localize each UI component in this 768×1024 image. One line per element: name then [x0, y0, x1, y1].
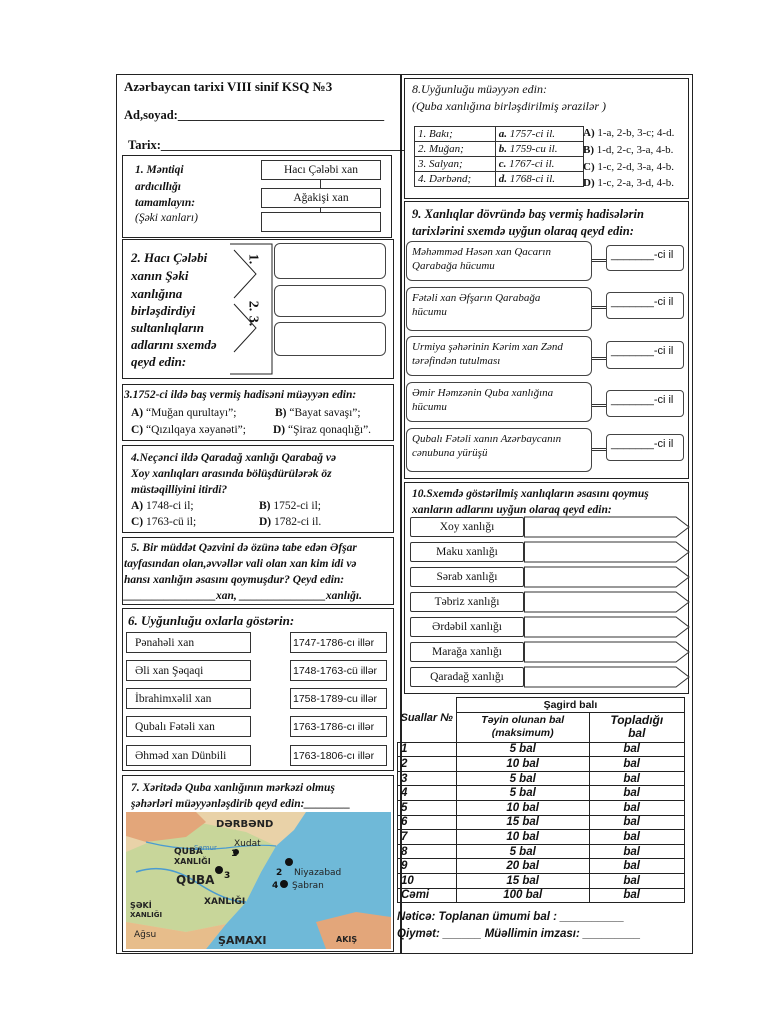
q5-line-2: tayfasından olan,əvvəllər vali olan xan kim idi və — [124, 558, 357, 570]
score-col-question: Suallar № — [398, 698, 457, 743]
q8-right-2 — [495, 142, 583, 157]
score-row-number: 9 — [398, 859, 457, 874]
score-row-max: 5 bal — [456, 771, 589, 786]
score-row-max: 15 bal — [456, 815, 589, 830]
q8-left-1: 1. Bakı; — [415, 127, 496, 142]
score-row-max: 5 bal — [456, 844, 589, 859]
q3-option-d-key: D) — [273, 424, 286, 436]
score-row-number: 8 — [398, 844, 457, 859]
score-row-number: Cəmi — [398, 888, 457, 903]
q9-connector-3 — [592, 357, 606, 360]
q3-option-b-text: “Bayat savaşı”; — [289, 407, 361, 419]
score-col-got-2: bal — [628, 726, 646, 741]
q6-name-1[interactable]: Pənahəli xan — [126, 632, 251, 653]
map-label-xanligi-1: XANLIĞI — [174, 857, 211, 866]
q8-right-4-text: 1768-ci il. — [509, 173, 555, 185]
q8-answer-b-text: 1-d, 2-c, 3-a, 4-b. — [596, 144, 674, 156]
score-row — [398, 786, 685, 801]
name-field[interactable]: Ad,soyad:_________________________________ — [124, 108, 385, 122]
score-col-got-1: Topladığı — [610, 713, 664, 728]
map-label-derbend: DƏRBƏND — [216, 819, 274, 830]
score-row — [398, 888, 685, 903]
score-row-got[interactable]: bal — [589, 859, 684, 874]
q6-name-2[interactable]: Əli xan Şəqaqi — [126, 660, 251, 681]
q9-event-2-line-1: Fətəli xan Əfşarın Qarabağa — [412, 292, 541, 304]
q2-line-3: xanlığına — [131, 286, 183, 301]
score-body — [398, 742, 685, 903]
score-row-number: 7 — [398, 830, 457, 845]
map-label-xanligi-2: XANLIĞI — [204, 897, 246, 907]
q2-line-6: adlarını sxemdə — [131, 337, 217, 352]
score-grade[interactable]: Qiymət: ______ Müəllimin imzası: _________ — [397, 928, 641, 940]
q6-year-4[interactable]: 1763-1786-cı illər — [290, 716, 387, 737]
score-row-max: 10 bal — [456, 830, 589, 845]
q1-line-2: ardıcıllığı — [135, 181, 181, 193]
q5-line-3: hansı xanlığın əsasını qoymuşdur? Qeyd edin: — [124, 574, 345, 586]
q9-event-4 — [406, 382, 592, 422]
q8-right-1 — [495, 127, 583, 142]
q10-answer-arrow-1[interactable] — [524, 516, 690, 538]
q9-event-4-line-2: hücumu — [412, 401, 447, 413]
score-row — [398, 830, 685, 845]
score-row-number: 5 — [398, 800, 457, 815]
q3-option-d-text: “Şiraz qonaqlığı”. — [288, 424, 372, 436]
q2-mark-1: 1. — [245, 253, 261, 265]
score-col-max-1: Təyin olunan bal — [481, 714, 565, 727]
map-number-3: 3 — [224, 871, 231, 881]
q10-line-2: xanların adlarını uyğun olaraq qeyd edin: — [412, 504, 612, 516]
q8-subtitle: (Quba xanlığına birləşdirilmiş ərazilər ) — [412, 99, 606, 113]
q8-match-table — [414, 126, 584, 187]
map-label-sabran: Şabran — [292, 881, 324, 891]
score-col-max — [456, 712, 589, 742]
q2-line-1: 2. Hacı Çələbi — [131, 250, 208, 265]
score-row-max: 15 bal — [456, 873, 589, 888]
score-row-number: 6 — [398, 815, 457, 830]
score-row — [398, 742, 685, 757]
score-col-got — [589, 712, 684, 742]
q3-title: 3.1752-ci ildə baş vermiş hadisəni müəyyən edin: — [124, 389, 357, 401]
q5-line-1: 5. Bir müddət Qəzvini də özünə tabe edən Əfşar — [131, 542, 357, 554]
q5-answer-line[interactable]: ________________xan, _______________xanlığı. — [124, 590, 363, 602]
q9-line-1: 9. Xanlıqlar dövründə baş vermiş hadisələrin — [412, 207, 644, 221]
q1-arrow-1 — [320, 180, 321, 188]
q8-answer-d-key: D) — [583, 177, 595, 189]
q8-right-3 — [495, 157, 583, 172]
q4-option-c[interactable] — [131, 515, 196, 529]
q4-option-a-key: A) — [131, 500, 144, 512]
score-row-max: 100 bal — [456, 888, 589, 903]
score-row-max: 10 bal — [456, 757, 589, 772]
score-row — [398, 844, 685, 859]
q4-option-a[interactable] — [131, 499, 194, 513]
q9-answer-5[interactable]: _______-ci il — [606, 434, 684, 461]
q2-answer-box-1[interactable] — [274, 243, 386, 279]
score-row-got[interactable]: bal — [589, 873, 684, 888]
score-row — [398, 873, 685, 888]
map-number-2: 2 — [276, 868, 283, 878]
score-row-got[interactable]: bal — [589, 742, 684, 757]
score-row-got[interactable]: bal — [589, 786, 684, 801]
q9-event-3 — [406, 336, 592, 376]
q10-khanate-5: Ərdəbil xanlığı — [410, 617, 524, 637]
q9-event-5-line-2: cənubuna yürüşü — [412, 447, 488, 459]
q2-line-2: xanın Şəki — [131, 268, 189, 283]
q4-option-b[interactable] — [259, 499, 321, 513]
date-field[interactable]: Tarix:_______________________________________ — [128, 138, 405, 152]
q8-right-3-key: c. — [498, 158, 507, 170]
q9-line-2: tarixlərini sxemdə uyğun olaraq qeyd edin: — [412, 224, 634, 238]
q3-option-a-key: A) — [131, 407, 144, 419]
q4-line-3: müstəqilliyini itirdi? — [131, 484, 228, 496]
q9-event-3-line-1: Urmiya şəhərinin Kərim xan Zənd — [412, 341, 563, 353]
q1-box-2: Ağakişi xan — [261, 188, 381, 208]
score-col-max-2: (maksimum) — [491, 727, 554, 740]
map-label-quba-2: QUBA — [176, 873, 215, 887]
score-row-got[interactable]: bal — [589, 830, 684, 845]
q4-line-1: 4.Neçənci ildə Qaradağ xanlığı Qarabağ və — [131, 452, 337, 464]
score-row — [398, 771, 685, 786]
q1-box-1: Hacı Çələbi xan — [261, 160, 381, 180]
map-label-niyazabad: Niyazabad — [294, 868, 342, 878]
q1-line-4: (Şəki xanları) — [135, 212, 198, 224]
q8-answer-a[interactable] — [583, 126, 674, 140]
q4-line-2: Xoy xanlıqları arasında bölüşdürülərək öz — [131, 468, 332, 480]
q9-answer-4[interactable]: _______-ci il — [606, 390, 684, 417]
score-row — [398, 859, 685, 874]
q3-option-b-key: B) — [275, 407, 287, 419]
map-label-seki-xanligi: XANLIĞI — [130, 911, 163, 919]
q2-answer-box-2[interactable] — [274, 285, 386, 317]
score-row-got[interactable]: bal — [589, 757, 684, 772]
map-label-akis: AKIŞ — [336, 935, 358, 944]
q8-answer-d[interactable] — [583, 176, 674, 190]
q3-option-c-text: “Qızılqaya xəyanəti”; — [146, 424, 246, 436]
score-row-got[interactable]: bal — [589, 815, 684, 830]
map-label-quba-1: QUBA — [174, 847, 203, 857]
q8-answer-b[interactable] — [583, 143, 673, 157]
q8-answer-a-text: 1-a, 2-b, 3-c; 4-d. — [597, 127, 675, 139]
q8-answer-c-key: C) — [583, 161, 595, 173]
q8-row-3 — [415, 157, 584, 172]
q8-right-4 — [495, 172, 583, 187]
q10-line-1: 10.Sxemdə göstərilmiş xanlıqların əsasını qoymuş — [412, 488, 649, 500]
q4-option-c-key: C) — [131, 516, 144, 528]
q8-left-3: 3. Salyan; — [415, 157, 496, 172]
map-label-agsu: Ağsu — [134, 930, 157, 940]
q8-answer-b-key: B) — [583, 144, 594, 156]
q2-line-7: qeyd edin: — [131, 354, 187, 369]
q2-line-4: birləşdirdiyi — [131, 303, 196, 318]
q4-option-b-key: B) — [259, 500, 271, 512]
score-row — [398, 800, 685, 815]
score-row-got[interactable]: bal — [589, 844, 684, 859]
q9-event-2 — [406, 287, 592, 331]
q9-event-1-line-2: Qarabağa hücumu — [412, 260, 495, 272]
map-number-1: 1 — [231, 849, 238, 859]
q9-answer-1[interactable]: _______-ci il — [606, 245, 684, 271]
q8-right-3-text: 1767-ci il. — [509, 158, 555, 170]
worksheet-title: Azərbaycan tarixi VIII sinif KSQ №3 — [124, 79, 333, 94]
score-table — [397, 697, 685, 903]
q4-option-b-text: 1752-ci il; — [273, 500, 321, 512]
q9-answer-2[interactable]: _______-ci il — [606, 292, 684, 319]
q10-answer-arrow-6[interactable] — [524, 641, 690, 663]
map-label-xudat: Xudat — [234, 839, 261, 849]
score-row-max: 20 bal — [456, 859, 589, 874]
q8-left-2: 2. Muğan; — [415, 142, 496, 157]
q9-event-5-line-1: Qubalı Fətəli xanın Azərbaycanın — [412, 433, 562, 445]
q9-connector-5 — [592, 448, 606, 451]
score-row-max: 5 bal — [456, 742, 589, 757]
q4-option-d-key: D) — [259, 516, 272, 528]
q3-option-c[interactable] — [131, 423, 246, 437]
score-row-got[interactable]: bal — [589, 800, 684, 815]
q10-khanate-1: Xoy xanlığı — [410, 517, 524, 537]
q9-connector-4 — [592, 404, 606, 407]
q9-event-5 — [406, 428, 592, 472]
q8-right-1-text: 1757-ci il. — [509, 128, 555, 140]
q10-answer-arrow-4[interactable] — [524, 591, 690, 613]
q7-line-1: 7. Xəritədə Quba xanlığının mərkəzi olmuş — [131, 782, 335, 794]
q3-option-d[interactable] — [273, 423, 371, 437]
q9-event-1-line-1: Məhəmməd Həsən xan Qacarın — [412, 246, 551, 258]
score-row-number: 3 — [398, 771, 457, 786]
q3-option-a-text: “Muğan qurultayı”; — [146, 407, 237, 419]
q6-name-3[interactable]: İbrahimxəlil xan — [126, 688, 251, 709]
q1-line-1: 1. Məntiqi — [135, 164, 184, 176]
q3-option-b[interactable] — [275, 406, 361, 420]
q6-title: 6. Uyğunluğu oxlarla göstərin: — [128, 613, 295, 628]
q3-option-c-key: C) — [131, 424, 144, 436]
q7-line-2[interactable]: şəhərləri müəyyənləşdirib qeyd edin:________ — [131, 798, 351, 810]
map-number-4: 4 — [272, 881, 279, 891]
q4-option-c-text: 1763-cü il; — [146, 516, 197, 528]
q10-khanate-4: Təbriz xanlığı — [410, 592, 524, 612]
q8-answer-d-text: 1-c, 2-a, 3-d, 4-b. — [597, 177, 675, 189]
q2-answer-box-3[interactable] — [274, 322, 386, 356]
q10-answer-arrow-3[interactable] — [524, 566, 690, 588]
map-label-samur: Samur — [194, 844, 217, 852]
q4-option-a-text: 1748-ci il; — [146, 500, 194, 512]
q8-row-4 — [415, 172, 584, 187]
score-title: Şagird balı — [456, 698, 684, 713]
q10-khanate-7: Qaradağ xanlığı — [410, 667, 524, 687]
q2-mark-3: 3. — [245, 315, 261, 327]
q10-answer-arrow-5[interactable] — [524, 616, 690, 638]
score-header-row — [398, 698, 685, 713]
q10-khanate-6: Marağa xanlığı — [410, 642, 524, 662]
map-label-samaxi: ŞAMAXI — [218, 934, 267, 947]
score-row-number: 1 — [398, 742, 457, 757]
score-row-got[interactable]: bal — [589, 888, 684, 903]
q9-event-1 — [406, 241, 592, 281]
q6-year-5[interactable]: 1763-1806-cı illər — [290, 745, 387, 766]
q4-option-d-text: 1782-ci il. — [274, 516, 322, 528]
q9-event-4-line-1: Əmir Həmzənin Quba xanlığına — [412, 387, 554, 399]
score-row — [398, 815, 685, 830]
q9-connector-2 — [592, 306, 606, 309]
q3-option-a[interactable] — [131, 406, 236, 420]
q10-answer-arrow-7[interactable] — [524, 666, 690, 688]
quba-map — [126, 812, 391, 949]
score-row-number: 10 — [398, 873, 457, 888]
q6-year-1[interactable]: 1747-1786-cı illər — [290, 632, 387, 653]
q9-event-3-line-2: tərəfindən tutulması — [412, 355, 501, 367]
q4-option-d[interactable] — [259, 515, 321, 529]
q2-mark-2: 2. — [245, 300, 261, 312]
score-row-max: 10 bal — [456, 800, 589, 815]
q10-khanate-2: Maku xanlığı — [410, 542, 524, 562]
q1-line-3: tamamlayın: — [135, 197, 196, 209]
q8-right-4-key: d. — [498, 173, 508, 185]
q2-line-5: sultanlıqların — [131, 320, 204, 335]
q6-name-4[interactable]: Qubalı Fətəli xan — [126, 716, 251, 737]
q8-row-2 — [415, 142, 584, 157]
q1-box-answer[interactable] — [261, 212, 381, 232]
q10-khanate-3: Sərab xanlığı — [410, 567, 524, 587]
q8-answer-c[interactable] — [583, 160, 674, 174]
q10-answer-arrow-2[interactable] — [524, 541, 690, 563]
q8-answer-c-text: 1-c, 2-d, 3-a, 4-b. — [597, 161, 675, 173]
q8-right-1-key: a. — [498, 128, 508, 140]
score-row-max: 5 bal — [456, 786, 589, 801]
q6-year-3[interactable]: 1758-1789-cu illər — [290, 688, 387, 709]
score-result[interactable]: Nəticə: Toplanan ümumi bal : __________ — [397, 911, 625, 923]
q8-title: 8.Uyğunluğu müəyyən edin: — [412, 82, 547, 96]
q8-right-2-text: 1759-cu il. — [509, 143, 558, 155]
score-row-number: 4 — [398, 786, 457, 801]
q8-answer-a-key: A) — [583, 127, 595, 139]
score-row — [398, 757, 685, 772]
q6-name-5[interactable]: Əhməd xan Dünbili — [126, 745, 251, 766]
q9-event-2-line-2: hücumu — [412, 306, 447, 318]
q9-answer-3[interactable]: _______-ci il — [606, 341, 684, 369]
q9-connector-1 — [592, 259, 606, 262]
q8-right-2-key: b. — [498, 143, 508, 155]
q6-year-2[interactable]: 1748-1763-cü illər — [290, 660, 387, 681]
score-row-got[interactable]: bal — [589, 771, 684, 786]
map-label-seki: ŞƏKİ — [130, 901, 152, 910]
score-row-number: 2 — [398, 757, 457, 772]
q8-row-1 — [415, 127, 584, 142]
q8-left-4: 4. Dərbənd; — [415, 172, 496, 187]
